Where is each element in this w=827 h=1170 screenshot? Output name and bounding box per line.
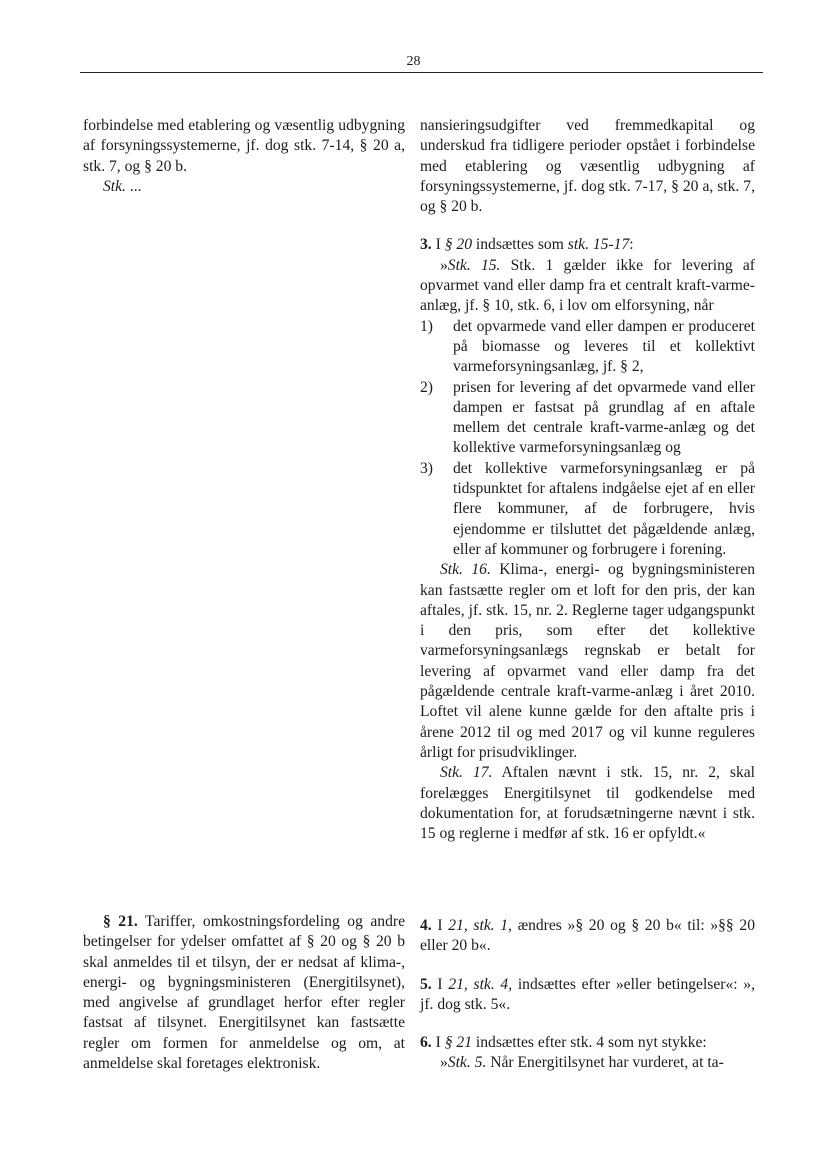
item-text: ændres »§ 20 og § 20 b« til: »§§ 20 eller 20 b«. <box>420 917 755 955</box>
item-text: I <box>431 236 445 254</box>
stk-15-text: Stk. 1 gælder ikke for levering af opvarmet vand eller damp fra et centralt kraft-varme-anlæg, jf. § 10, stk. 6, i lov om elforsyning, når <box>420 256 755 315</box>
stk-5-text: Når Energitilsynet har vurderet, at ta- <box>486 1054 724 1072</box>
left-paragraph-1: forbindelse med etablering og væsentlig udbygning af forsyningssystemerne, jf. dog stk. 7-14, § 20 a, stk. 7, og § 20 b. <box>83 117 405 175</box>
list-text: det opvarmede vand eller dampen er produceret på biomasse og leveres til et kollektivt varmeforsyningsanlæg, jf. § 2, <box>453 317 755 376</box>
item-number: 4. <box>420 917 432 934</box>
stk-15-label: Stk. 15. <box>447 256 501 274</box>
stk-label: Stk. <box>103 177 126 195</box>
item-text: indsættes efter stk. 4 som nyt stykke: <box>472 1034 707 1052</box>
item-number: 5. <box>420 975 432 993</box>
stk-16-paragraph <box>420 560 755 763</box>
stk-16-label: Stk. 16. <box>440 561 491 579</box>
left-column-bottom <box>83 912 405 1074</box>
list-item <box>420 317 755 378</box>
item-text: : <box>629 236 634 254</box>
item-text: I <box>431 917 449 934</box>
section-21-text: Tariffer, omkostningsfordeling og andre betingelser for ydelser omfattet af § 20 og § 20 b skal anmeldes til et tilsyn, der er nedsat af klima-, energi- og bygningsministeren (Energitilsynet), med angivelse af grundlaget herfor efter regler fastsat af tilsynet. Energitilsynet kan fastsætte regler om formen for anmeldelse og om, at anmeldelse skal foretages elektronisk. <box>83 913 406 1073</box>
section-21-label: § 21. <box>103 913 138 930</box>
stk-17-paragraph <box>420 763 755 844</box>
stk-5-paragraph <box>420 1053 755 1073</box>
item-text: I <box>431 1034 445 1052</box>
list-number: 3) <box>420 459 433 477</box>
page-number: 28 <box>406 54 421 69</box>
stk-ellipsis: ... <box>125 177 142 195</box>
right-column-top <box>420 116 755 844</box>
section-reference: § 21 <box>444 1034 472 1052</box>
stk-17-text: Aftalen nævnt i stk. 15, nr. 2, skal forelægges Energitilsynet til godkendelse med dokumentation for, at forudsætningerne nævnt i stk. 15 og reglerne i medfør af stk. 16 er opfyldt.« <box>420 764 755 843</box>
stk-17-label: Stk. 17. <box>440 764 493 782</box>
right-column-bottom <box>420 916 755 1074</box>
list-text: det kollektive varmeforsyningsanlæg er på tidspunktet for aftalens indgåelse ejet af en eller flere kommuner, af de forbrugere, hvis ejendomme er tilsluttet det pågældende anlæg, eller af kommuner og forbrugere i forening. <box>453 459 755 558</box>
list-number: 1) <box>420 317 433 335</box>
amendment-item-4 <box>420 916 755 957</box>
open-quote: » <box>440 1054 448 1072</box>
list-text: prisen for levering af det opvarmede vand eller dampen er fastsat på grundlag af en aftale mellem det centrale kraft-varme-anlæg og det kollektive varmeforsyningsanlæg og <box>453 378 755 457</box>
item-number: 3. <box>420 236 432 254</box>
amendment-item-3 <box>420 235 755 255</box>
list-item <box>420 378 755 459</box>
list-item <box>420 459 755 560</box>
item-text: indsættes efter »eller betingelser«: », jf. dog stk. 5«. <box>420 975 755 1013</box>
section-reference: 21, stk. 4, <box>448 975 513 993</box>
section-21-paragraph <box>83 912 405 1074</box>
stk-15-paragraph <box>420 256 755 317</box>
stk-16-text: Klima-, energi- og bygningsministeren kan fastsætte regler om et loft for den pris, der kan aftales, jf. stk. 15, nr. 2. Reglerne tager udgangspunkt i den pris, som efter det kollektive varmeforsyningsanlægs regnskab er betalt for levering af opvarmet vand eller damp fra det pågældende centrale kraft-varme-anlæg i året 2010. Loftet vil alene kunne gælde for den aftalte pris i årene 2012 til og med 2017 og vil kunne reguleres årligt for prisudviklinger. <box>420 561 755 761</box>
stk-5-label: Stk. 5. <box>447 1054 487 1072</box>
right-paragraph-1: nansieringsudgifter ved fremmedkapital og underskud fra tidligere perioder opstået i forbindelse med etablering og væsentlig udbygning af forsyningssystemerne, jf. dog stk. 7-17, § 20 a, stk. 7, og § 20 b. <box>420 117 755 216</box>
open-quote: » <box>440 256 448 274</box>
item-number: 6. <box>420 1034 432 1052</box>
amendment-item-6 <box>420 1033 755 1053</box>
section-reference: 21, stk. 1, <box>448 917 513 934</box>
item-text: indsættes som <box>472 236 568 254</box>
left-stk-paragraph <box>83 177 405 197</box>
item-text: I <box>431 975 449 993</box>
list-number: 2) <box>420 378 433 396</box>
header-rule <box>80 72 763 73</box>
amendment-item-5 <box>420 975 755 1016</box>
left-column-top <box>83 116 405 197</box>
section-reference: § 20 <box>444 236 472 254</box>
stk-reference: stk. 15-17 <box>567 236 630 254</box>
